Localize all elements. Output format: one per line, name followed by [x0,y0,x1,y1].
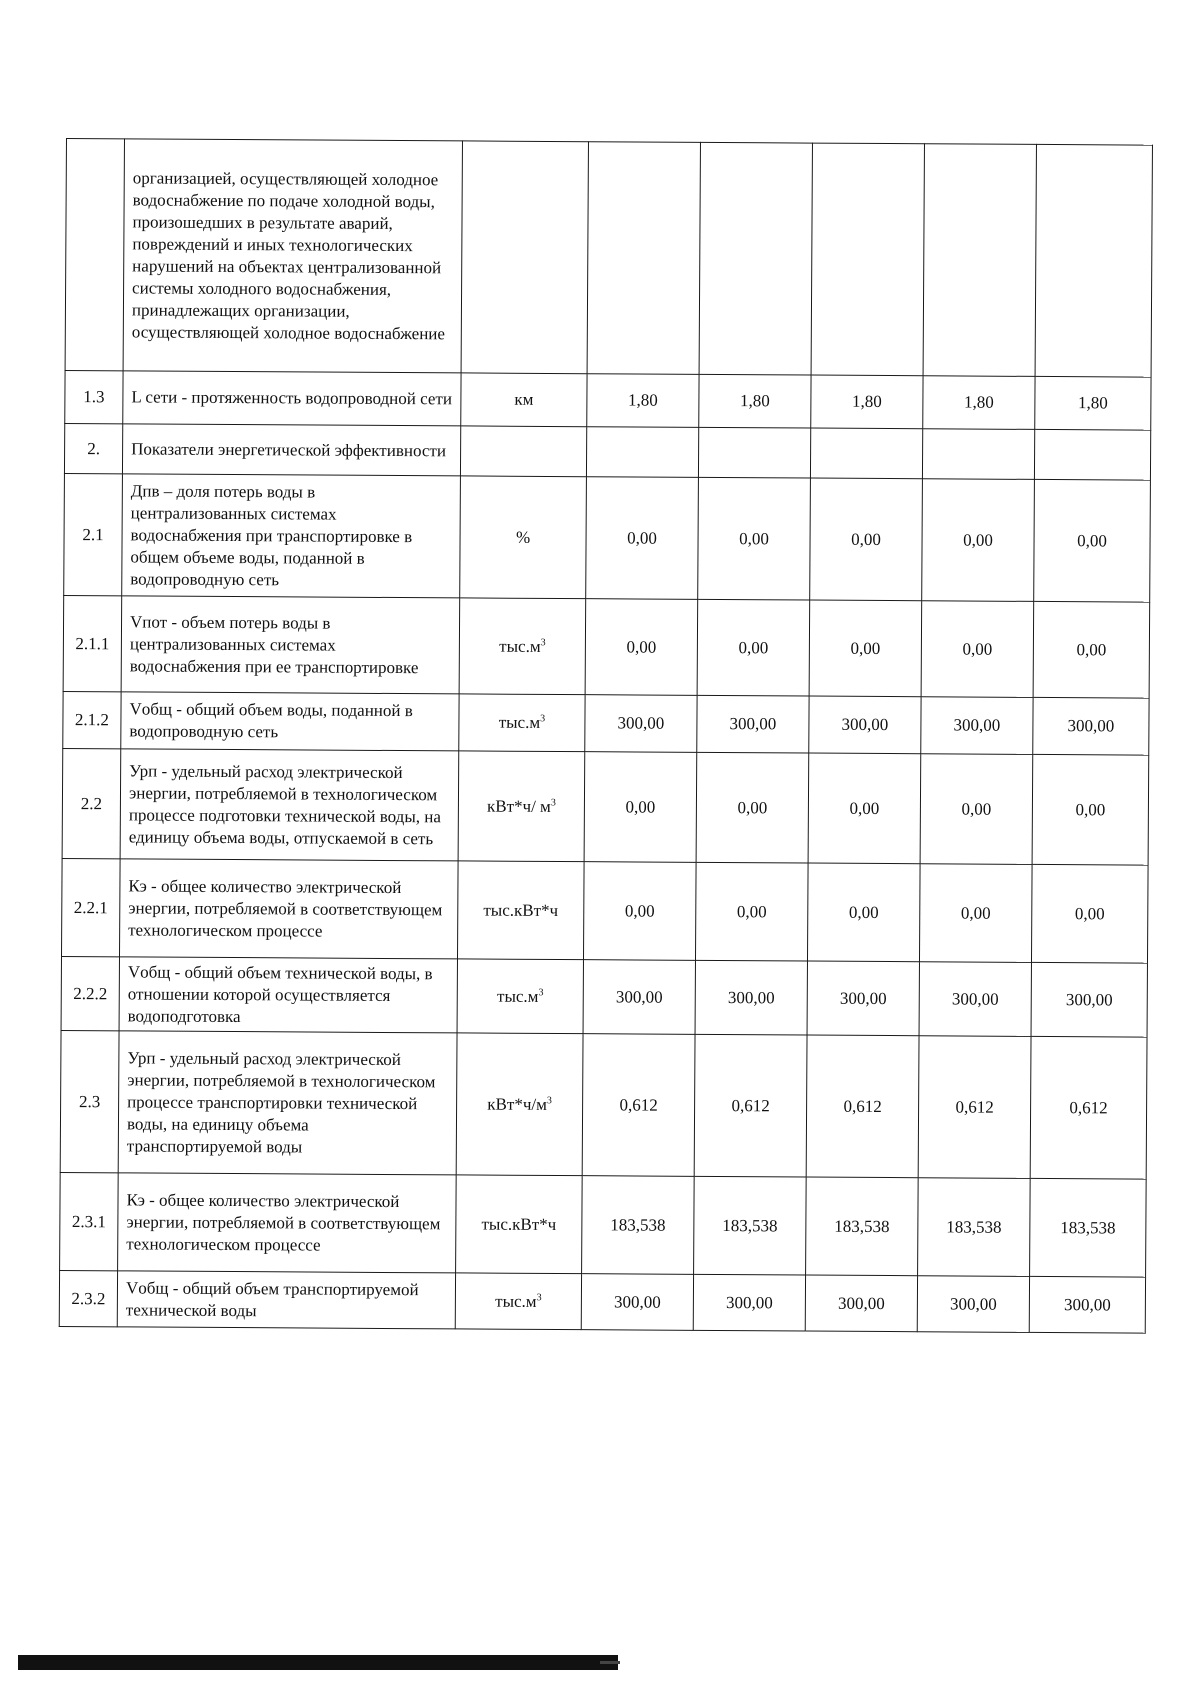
row-number: 2.1.1 [63,595,122,691]
row-number: 2.3.2 [59,1270,117,1326]
row-number [65,139,124,371]
value-cell: 0,00 [809,600,922,697]
value-cell: 183,538 [582,1176,695,1275]
value-cell [1035,144,1152,377]
table-row [62,858,1149,963]
unit-cell: $тыс.м^3$ [457,959,583,1034]
value-cell: 0,00 [583,862,696,961]
value-cell [698,427,810,478]
value-cell: 1,80 [1035,376,1151,430]
row-number: 2.2.1 [62,858,121,956]
row-number: 1.3 [65,370,123,423]
value-cell: 0,00 [698,477,811,600]
row-number: 2.1 [64,473,123,595]
value-cell: 0,00 [585,599,698,696]
value-cell: 0,00 [696,752,809,863]
value-cell: 1,80 [811,375,923,429]
value-cell: 300,00 [919,962,1031,1037]
value-cell: 183,538 [694,1176,807,1275]
unit-cell: тыс.кВт*ч [457,861,584,960]
table-row [60,1030,1147,1179]
value-cell: 1,80 [699,374,811,428]
unit-cell: $кВт*ч/м^3$ [456,1033,583,1176]
value-cell [923,144,1036,377]
table-row [62,748,1149,865]
value-cell: 0,00 [1032,754,1149,865]
value-cell [811,143,924,376]
unit-cell: км [461,373,587,427]
value-cell: 300,00 [807,961,919,1036]
indicator-description: организацией, осуществляющей холодное водоснабжение по подаче холодной воды, произошедших в результате аварий, повреждений и иных технологических нарушений на объектах централизованной системы холодного водоснабжения, принадлежащих организации, осуществляющей холодное водоснабжение [123,139,462,373]
value-cell: 0,612 [806,1035,919,1178]
value-cell: 300,00 [581,1274,693,1331]
indicator-description: Дпв – доля потерь воды в централизованных системах водоснабжения при транспортировке в общем объеме воды, поданной в водопроводную сеть [122,474,461,598]
value-cell: 0,00 [919,864,1032,963]
table-row [64,473,1151,602]
scan-edge-bar [18,1655,618,1670]
value-cell [922,429,1034,480]
table-row [63,595,1150,698]
value-cell: 300,00 [921,697,1033,755]
unit-cell: $тыс.м^3$ [455,1273,581,1330]
indicator-description: Урп - удельный расход электрической энергии, потребляемой в технологическом процессе подготовки технической воды, на единицу объема воды, отпускаемой в сеть [120,749,459,861]
indicator-description: Vпот - объем потерь воды в централизованных системах водоснабжения при ее транспортировке [121,596,460,694]
value-cell: 1,80 [587,374,699,428]
value-cell: 300,00 [1031,962,1147,1037]
value-cell [1034,429,1150,480]
unit-cell: $тыс.м^3$ [459,598,586,695]
section-heading: Показатели энергетической эффективности [122,424,460,476]
table-row [63,691,1149,755]
value-cell: 0,00 [1033,601,1150,698]
value-cell: 0,612 [918,1036,1031,1179]
unit-cell [461,141,588,374]
value-cell: 0,00 [808,753,921,864]
value-cell: 300,00 [583,960,695,1035]
value-cell: 300,00 [697,695,809,753]
indicators-table [59,138,1153,1334]
value-cell: 0,00 [1034,479,1151,602]
value-cell: 300,00 [693,1274,805,1331]
value-cell: 300,00 [917,1276,1029,1333]
value-cell: 300,00 [809,696,921,754]
value-cell: 0,00 [586,477,699,600]
indicator-description: Vобщ - общий объем технической воды, в отношении которой осуществляется водоподготовка [119,957,457,1033]
indicator-description: L сети - протяженность водопроводной сети [123,371,461,426]
value-cell: 0,00 [697,599,810,696]
indicator-description: Vобщ - общий объем воды, поданной в водопроводную сеть [121,692,459,751]
table-row [60,1172,1147,1277]
indicator-description: Кэ - общее количество электрической энергии, потребляемой в соответствующем технологическом процессе [118,1173,457,1273]
value-cell: 0,00 [921,601,1034,698]
unit-cell: % [460,476,587,599]
value-cell [810,428,922,479]
value-cell: 0,00 [695,862,808,961]
value-cell [587,142,700,375]
value-cell: 300,00 [1033,697,1149,755]
value-cell: 300,00 [695,960,807,1035]
value-cell: 300,00 [805,1275,917,1332]
value-cell: 300,00 [1029,1276,1145,1333]
indicator-description: Урп - удельный расход электрической энергии, потребляемой в технологическом процессе транспортировки технической воды, на единицу объема транспортируемой воды [118,1031,457,1175]
unit-cell: тыс.кВт*ч [456,1175,583,1274]
unit-cell: $тыс.м^3$ [459,694,585,752]
table-row [64,423,1150,480]
unit-cell: кВт*ч/ $м^3$ [458,751,585,862]
table-row [61,956,1147,1037]
row-number: 2.2.2 [61,956,119,1030]
value-cell: 0,00 [584,752,697,863]
indicator-description: Vобщ - общий объем транспортируемой технической воды [117,1271,455,1329]
value-cell: 0,00 [920,754,1033,865]
value-cell: 1,80 [923,376,1035,430]
value-cell: 0,612 [582,1034,695,1177]
value-cell [699,142,812,375]
value-cell: 0,612 [694,1034,807,1177]
row-number: 2.3 [60,1030,119,1172]
row-number: 2.3.1 [60,1172,119,1270]
table-row [59,1270,1145,1333]
value-cell: 0,00 [922,479,1035,602]
value-cell: 183,538 [918,1178,1031,1277]
row-number: 2. [64,423,122,473]
row-number: 2.1.2 [63,691,121,748]
scan-edge-bar-tail [600,1661,620,1664]
value-cell: 0,00 [1031,864,1148,963]
row-number: 2.2 [62,748,121,858]
table-row [65,139,1152,378]
value-cell: 183,538 [806,1177,919,1276]
value-cell: 0,00 [807,863,920,962]
value-cell [586,427,698,478]
indicator-description: Кэ - общее количество электрической энергии, потребляемой в соответствующем технологическом процессе [119,859,458,959]
value-cell: 300,00 [585,695,697,753]
table-row [65,370,1151,430]
value-cell: 0,00 [810,478,923,601]
value-cell: 183,538 [1030,1178,1147,1277]
value-cell: 0,612 [1030,1036,1147,1179]
unit-cell [460,426,586,477]
